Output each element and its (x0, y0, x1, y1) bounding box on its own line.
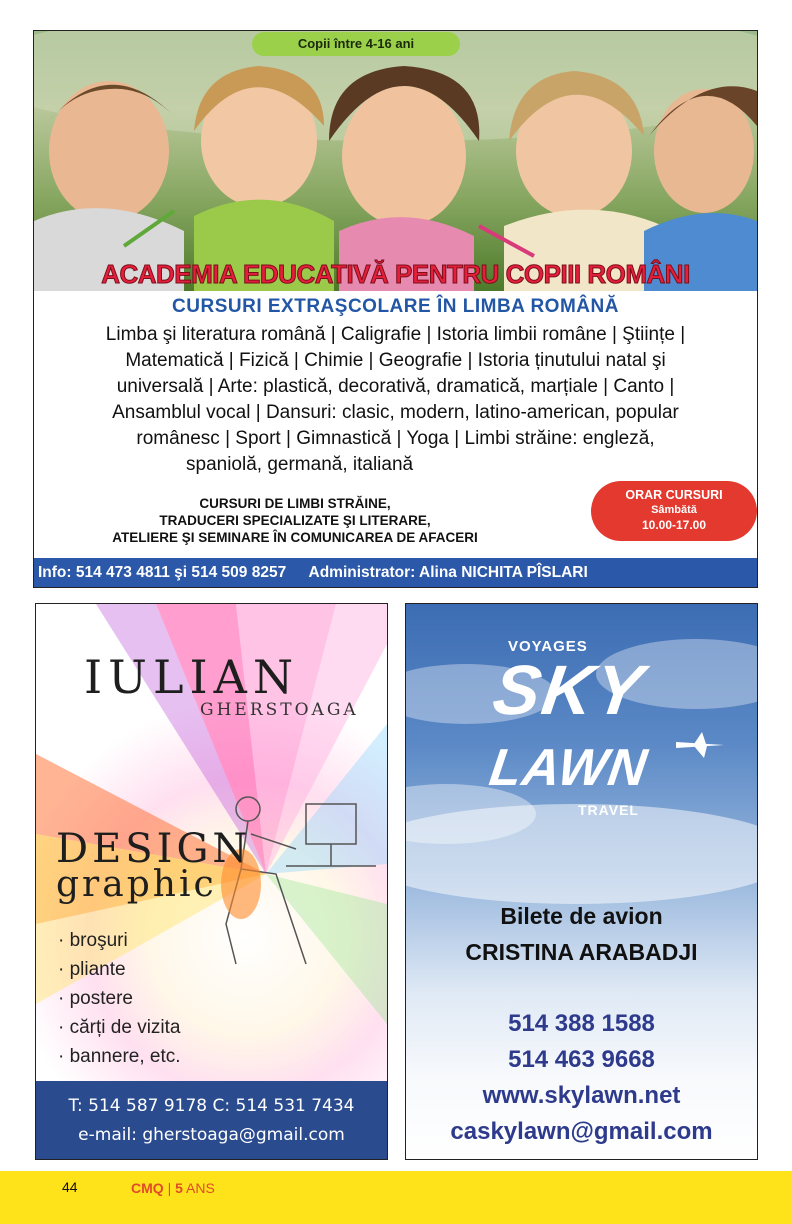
service-line: ATELIERE ŞI SEMINARE ÎN COMUNICAREA DE AFACERI (112, 530, 478, 545)
list-item: · pliante (58, 955, 181, 984)
phone-1: 514 388 1588 (508, 1010, 655, 1037)
course-line: Limba şi literatura română | Caligrafie | Istoria limbii române | Ştiințe | (105, 324, 686, 345)
age-badge: Copii între 4-16 ani (252, 32, 460, 56)
administrator: Administrator: Alina NICHITA PÎSLARI (308, 564, 588, 581)
info-bar (34, 558, 757, 587)
design-graphic-ad (35, 603, 388, 1160)
website-link[interactable]: www.skylawn.net (482, 1082, 681, 1109)
travel-contacts (406, 1006, 757, 1150)
children-photo (34, 31, 757, 291)
designer-contact (36, 1081, 387, 1159)
service-line: CURSURI DE LIMBI STRĂINE, (199, 496, 391, 511)
list-item: · broşuri (58, 926, 181, 955)
flight-tickets (406, 898, 757, 970)
lawn-logo-word: LAWN (485, 739, 652, 797)
academia-ad (33, 30, 758, 588)
design-heading: DESIGN (56, 826, 252, 872)
page-number: 44 (62, 1179, 78, 1195)
phone-2: 514 463 9668 (508, 1046, 655, 1073)
designer-name: IULIAN (84, 650, 300, 704)
list-item: · cărți de vizita (58, 1013, 181, 1042)
designer-surname: GHERSTOAGA (200, 700, 359, 720)
years-number: 5 (175, 1180, 183, 1196)
email-link[interactable]: caskylawn@gmail.com (450, 1118, 713, 1145)
academy-title: ACADEMIA EDUCATIVĂ PENTRU COPIII ROMÂNI (101, 259, 690, 289)
years-label: ANS (186, 1180, 215, 1196)
publication-brand (131, 1180, 215, 1196)
course-line: românesc | Sport | Gimnastică | Yoga | Limbi străine: engleză, (136, 428, 655, 449)
children-illustration (34, 31, 757, 291)
list-item: · bannere, etc. (58, 1042, 181, 1071)
course-line: Matematică | Fizică | Chimie | Geografie | Istoria ținutului natal şi (125, 350, 666, 371)
brand-name: CMQ (131, 1180, 164, 1196)
info-phones: Info: 514 473 4811 şi 514 509 8257 (38, 564, 287, 581)
voyages-label: VOYAGES (508, 638, 588, 655)
schedule-badge (591, 481, 757, 541)
service-line: TRADUCERI SPECIALIZATE ŞI LITERARE, (159, 513, 431, 528)
course-line: Ansamblul vocal | Dansuri: clasic, modern, latino-american, popular (112, 402, 679, 423)
sky-lawn-ad (405, 603, 758, 1160)
sky-logo-word: SKY (488, 651, 650, 729)
list-item: · postere (58, 984, 181, 1013)
schedule-day: Sâmbătă (651, 504, 697, 516)
designer-email: e-mail: gherstoaga@gmail.com (78, 1125, 345, 1145)
agent-name: CRISTINA ARABADJI (465, 939, 698, 965)
course-line: spaniolă, germană, italiană (186, 454, 414, 475)
schedule-title: ORAR CURSURI (625, 488, 723, 502)
courses-subtitle: CURSURI EXTRAŞCOLARE ÎN LIMBA ROMÂNĂ (172, 296, 619, 317)
designer-phones: T: 514 587 9178 C: 514 531 7434 (68, 1096, 355, 1116)
brand-separator: | (167, 1180, 172, 1196)
service-label: Bilete de avion (500, 903, 663, 929)
travel-label: TRAVEL (578, 802, 639, 818)
graphic-heading: graphic (56, 864, 217, 905)
design-services-list (58, 926, 181, 1071)
page-footer (0, 1171, 792, 1224)
language-services (40, 495, 550, 546)
course-list (36, 322, 755, 478)
course-line: universală | Arte: plastică, decorativă, dramatică, marțiale | Canto | (116, 376, 675, 397)
schedule-hours: 10.00-17.00 (641, 518, 707, 532)
